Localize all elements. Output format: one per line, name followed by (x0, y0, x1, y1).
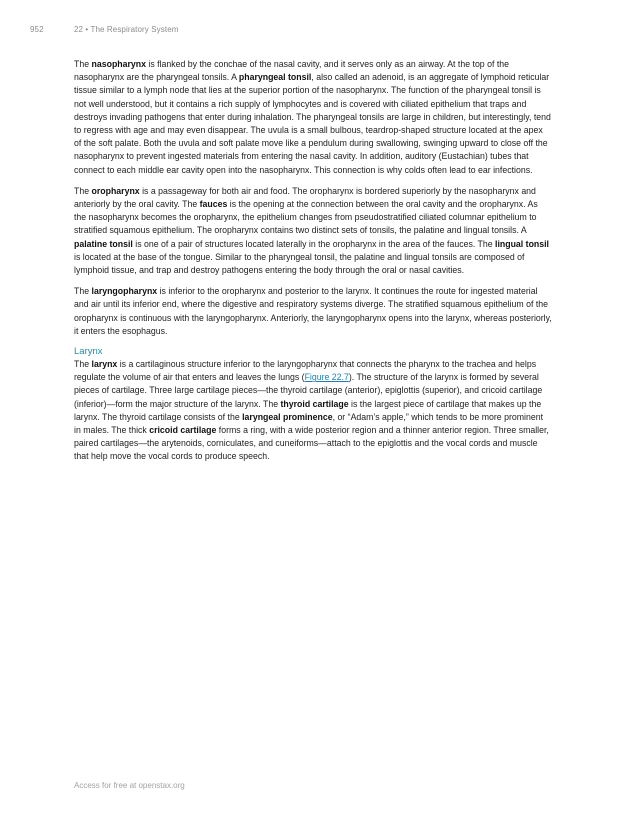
term-palatine-tonsil: palatine tonsil (74, 238, 133, 249)
term-nasopharynx: nasopharynx (91, 59, 146, 69)
running-header (30, 25, 179, 34)
paragraph-larynx (74, 358, 552, 464)
text-run: The (74, 286, 92, 297)
text-run: ). The structure of the larynx is formed by several pieces of cartilage. Three large cartilage pieces—the thyroid cartilage (anterior), epiglottis (superior), and cricoid cartilage (inferior)—form the major structure of the larynx. The (74, 372, 543, 409)
chapter-title: 22 • The Respiratory System (74, 25, 179, 34)
text-run: is the largest piece of cartilage that makes up the larynx. The thyroid cartilage consists of the (74, 398, 542, 422)
text-run: , also called an adenoid, is an aggregate of lymphoid reticular tissue similar to a lymph node that lies at the superior portion of the nasopharynx. The function of the pharyngeal tonsil is not well understood, but it contains a rich supply of lymphocytes and is covered with ciliated epithelium that traps and destroys invading pathogens that enter during inhalation. The pharyngeal tonsils are large in children, but interestingly, tend to regress with age and may even disappear. The uvula is a small bulbous, teardrop-shaped structure located at the apex of the soft palate. Both the uvula and soft palate move like a pendulum during swallowing, swinging upward to close off the nasopharynx to prevent ingested materials from entering the nasal cavity. In addition, auditory (Eustachian) tubes that connect to each middle ear cavity open into the nasopharynx. This connection is why colds often lead to ear infections. (74, 72, 551, 175)
text-run: is a cartilaginous structure inferior to the laryngopharynx that connects the pharynx to the trachea and helps regulate the volume of air that enters and leaves the lungs ( (74, 359, 537, 383)
main-content (74, 58, 552, 472)
term-thyroid-cartilage: thyroid cartilage (280, 398, 349, 409)
term-laryngeal-prominence: laryngeal prominence (242, 411, 333, 422)
text-run: is flanked by the conchae of the nasal cavity, and it serves only as an airway. At the top of the nasopharynx are the pharyngeal tonsils. A (74, 59, 509, 83)
term-lingual-tonsil: lingual tonsil (495, 238, 549, 249)
paragraph-nasopharynx (74, 58, 552, 177)
text-run: is one of a pair of structures located laterally in the oropharynx in the area of the fauces. The (132, 238, 496, 249)
term-larynx: larynx (91, 359, 118, 370)
text-run: , or “Adam’s apple,” which tends to be more prominent in males. The thick (74, 411, 544, 436)
text-run: is a passageway for both air and food. The oropharynx is bordered superiorly by the nasopharynx and anteriorly by the oral cavity. The (74, 185, 536, 210)
section-heading-larynx: Larynx (74, 346, 103, 358)
text-run: is the opening at the connection between the oral cavity and the oropharynx. As the nasopharynx becomes the oropharynx, the epithelium changes from pseudostratified ciliated columnar epithelium to stratified squamous epithelium. The oropharynx contains two distinct sets of tonsils, the palatine and lingual tonsils. A (74, 199, 538, 236)
term-cricoid-cartilage: cricoid cartilage (149, 425, 217, 436)
paragraph-laryngopharynx (74, 285, 552, 338)
text-run: The (74, 185, 92, 196)
paragraph-oropharynx (74, 185, 552, 277)
text-run: The (74, 59, 92, 69)
term-oropharynx: oropharynx (91, 185, 140, 196)
text-run: is inferior to the oropharynx and posterior to the larynx. It continues the route for ingested material and air until its inferior end, where the digestive and respiratory systems diverge. The stratified squamous epithelium of the oropharynx is continuous with the laryngopharynx. Anteriorly, the laryngopharynx opens into the larynx, whereas posteriorly, it enters the esophagus. (74, 286, 552, 336)
text-run: The (74, 359, 92, 370)
term-laryngopharynx: laryngopharynx (91, 286, 158, 297)
term-pharyngeal-tonsil: pharyngeal tonsil (238, 72, 312, 83)
text-run: is located at the base of the tongue. Similar to the pharyngeal tonsil, the palatine and lingual tonsils are composed of lymphoid tissue, and trap and destroy pathogens entering the body through the oral or nasal cavities. (74, 251, 525, 276)
term-fauces: fauces (199, 199, 228, 210)
figure-22-7-link[interactable]: Figure 22.7 (304, 372, 349, 383)
page-number: 952 (30, 25, 44, 34)
text-run: forms a ring, with a wide posterior region and a thinner anterior region. Three smaller, paired cartilages—the arytenoids, corniculates, and cuneiforms—attach to the epiglottis and the vocal cords and muscle that help move the vocal cords to produce speech. (74, 425, 549, 462)
footer-link[interactable]: Access for free at openstax.org (74, 781, 185, 790)
